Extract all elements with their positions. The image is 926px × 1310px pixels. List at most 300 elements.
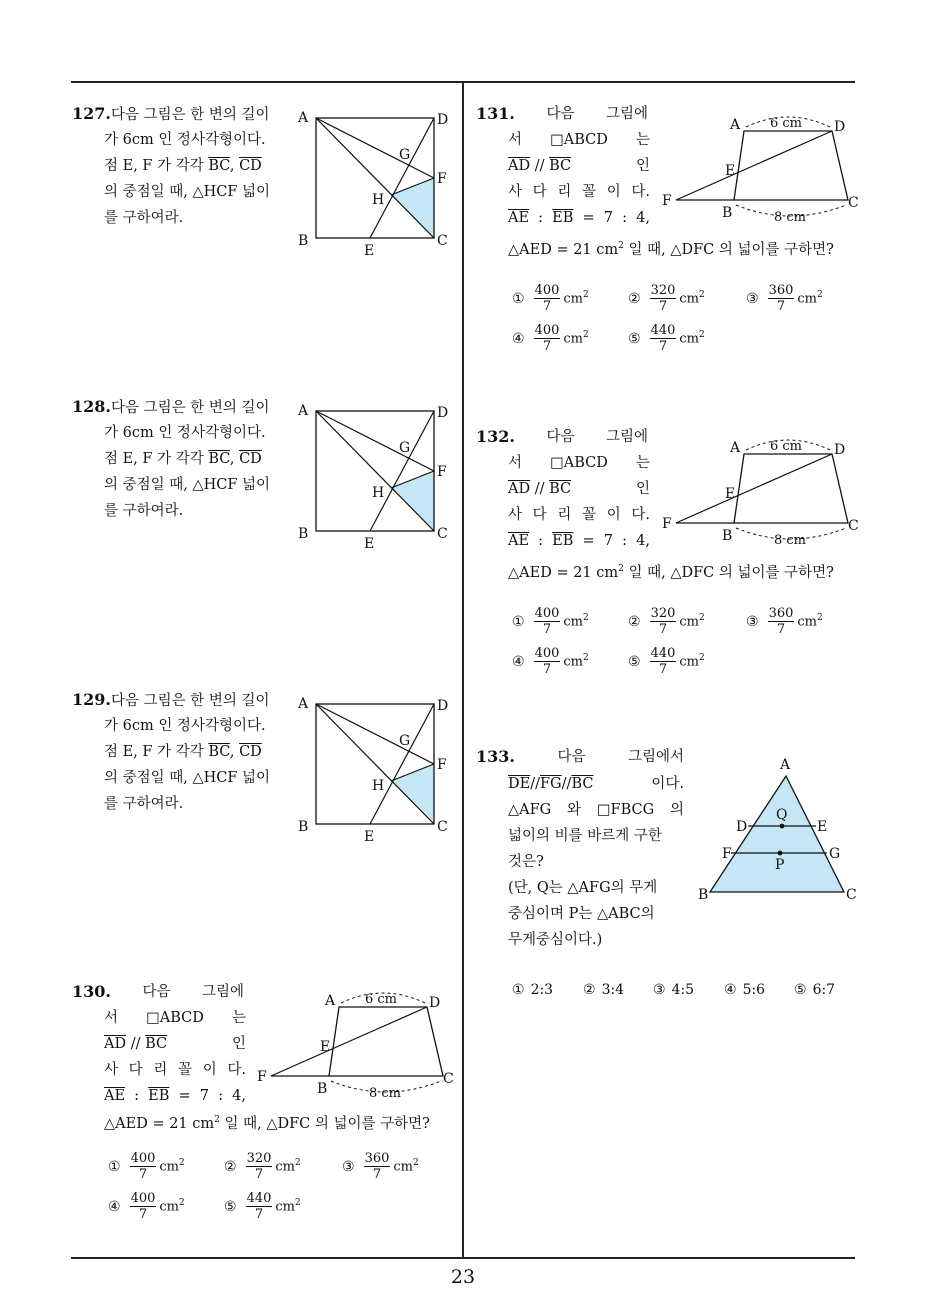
- numerator: 320: [246, 1151, 272, 1166]
- problem-number: 132.: [476, 427, 515, 446]
- label-top-length: 6 cm: [770, 116, 803, 131]
- unit-exponent: 2: [699, 329, 705, 340]
- label-d: D: [437, 112, 449, 128]
- denominator: 7: [776, 622, 786, 637]
- fraction: [534, 323, 561, 354]
- line-1: [476, 101, 648, 127]
- fraction: [534, 606, 561, 637]
- unit-exponent: 2: [699, 612, 705, 623]
- label-f: F: [662, 516, 672, 532]
- text: 다음: [142, 984, 171, 1000]
- fraction: [534, 283, 561, 314]
- text: 서: [508, 132, 523, 148]
- text: △AED = 21 cm: [508, 241, 619, 258]
- label-f: F: [437, 464, 447, 480]
- fraction: [768, 606, 795, 637]
- p133-line-8: 무게중심이다.): [508, 932, 603, 948]
- p133-line-1: [476, 744, 684, 770]
- exponent: 2: [214, 1115, 220, 1125]
- text: 7: [603, 210, 614, 226]
- unit: cm: [159, 1199, 179, 1215]
- label-d: D: [437, 698, 449, 714]
- segment-bc: $\overline{BC}$: [549, 481, 572, 497]
- line-3: [104, 153, 262, 179]
- unit: cm: [393, 1159, 413, 1175]
- text: 7: [603, 533, 614, 549]
- text: //: [534, 481, 545, 497]
- fraction: [364, 1151, 391, 1182]
- label-bottom-length: 8 cm: [774, 533, 807, 548]
- exponent: 2: [618, 564, 624, 574]
- problem-132: [476, 424, 866, 684]
- label-f: F: [662, 193, 672, 209]
- text: 꼴: [178, 1062, 193, 1078]
- option-mark: ②: [628, 290, 641, 307]
- segment-bc: $\overline{BC}$: [571, 776, 594, 792]
- option-mark: ①: [108, 1158, 121, 1175]
- trapezoid-figure: [662, 109, 862, 229]
- numerator: 360: [768, 283, 794, 298]
- problem-129: [72, 687, 462, 847]
- question-line: [508, 233, 834, 263]
- label-bottom-length: 8 cm: [369, 1086, 402, 1101]
- option-1[interactable]: [108, 1151, 185, 1182]
- segment-fd: [676, 131, 832, 200]
- label-top-length: 6 cm: [365, 992, 398, 1007]
- text: 3:4: [601, 982, 625, 998]
- option-3[interactable]: [746, 606, 823, 637]
- denominator: 7: [254, 1207, 264, 1222]
- text: :: [218, 1088, 224, 1104]
- label-c: C: [848, 195, 859, 211]
- text: 2:3: [530, 982, 554, 998]
- diagonal-ac: [316, 411, 434, 531]
- numerator: 400: [130, 1151, 156, 1166]
- option-mark: ②: [224, 1158, 237, 1175]
- text: //: [561, 776, 572, 792]
- unit-exponent: 2: [817, 289, 823, 300]
- label-c: C: [443, 1071, 454, 1087]
- option-4[interactable]: [108, 1191, 185, 1222]
- text: //: [130, 1036, 141, 1052]
- unit-exponent: 2: [295, 1157, 301, 1168]
- label-q: Q: [776, 807, 788, 823]
- label-a: A: [730, 117, 741, 133]
- option-5[interactable]: [628, 323, 705, 354]
- unit-exponent: 2: [295, 1197, 301, 1208]
- denominator: 7: [542, 299, 552, 314]
- option-mark: ④: [108, 1198, 121, 1215]
- text: 그림에: [201, 984, 244, 1000]
- label-e: E: [364, 829, 375, 845]
- p133-line-3: [508, 797, 684, 823]
- label-f: F: [437, 171, 447, 187]
- unit-exponent: 2: [699, 289, 705, 300]
- segment-eb: $\overline{EB}$: [552, 210, 574, 226]
- line-2: [104, 1005, 246, 1031]
- segment-bc: $\overline{BC}$: [208, 158, 230, 174]
- segment-ae: $\overline{AE}$: [104, 1088, 126, 1104]
- line-5: 를 구하여라.: [104, 796, 184, 812]
- option-mark: ①: [512, 613, 525, 630]
- label-top-length: 6 cm: [770, 439, 803, 454]
- line-5: [508, 528, 650, 554]
- p133-line-7: 중심이며 P는 △ABC의: [508, 906, 655, 922]
- text: 다음: [546, 106, 575, 122]
- denominator: 7: [658, 339, 668, 354]
- segment-cd: $\overline{CD}$: [239, 744, 262, 760]
- text: 인: [635, 158, 650, 174]
- p133-line-2: [508, 771, 684, 797]
- unit-exponent: 2: [583, 612, 589, 623]
- option-5[interactable]: [224, 1191, 301, 1222]
- option-mark: ③: [746, 613, 759, 630]
- line-1: [72, 979, 244, 1005]
- text: 의: [669, 802, 684, 818]
- label-c: C: [846, 887, 857, 903]
- text: □FBCG: [596, 802, 655, 818]
- bottom-rule: [71, 1257, 855, 1259]
- exponent: 2: [618, 241, 624, 251]
- unit-exponent: 2: [413, 1157, 419, 1168]
- segment-ad: $\overline{AD}$: [104, 1036, 127, 1052]
- text: 다: [532, 507, 547, 523]
- text: 리: [557, 507, 572, 523]
- fraction: [130, 1191, 157, 1222]
- numerator: 440: [246, 1191, 272, 1206]
- label-a: A: [730, 440, 741, 456]
- text: 그림에서: [627, 749, 684, 765]
- segment-bc: $\overline{BC}$: [208, 451, 230, 467]
- line-4: 의 중점일 때, △HCF 넓이: [104, 770, 271, 786]
- label-d: D: [736, 819, 748, 835]
- line-1: [72, 394, 269, 421]
- text: △AED = 21 cm: [104, 1115, 215, 1132]
- option-mark: ④: [512, 653, 525, 670]
- text: 사: [508, 507, 523, 523]
- text: 점 E, F 가 각각: [104, 158, 204, 174]
- denominator: 7: [542, 339, 552, 354]
- denominator: 7: [542, 622, 552, 637]
- fraction: [768, 283, 795, 314]
- segment-ad: $\overline{AD}$: [508, 481, 531, 497]
- text: 다음 그림은 한 변의 길이: [110, 107, 270, 123]
- problem-number: 130.: [72, 982, 111, 1001]
- label-bottom-length: 8 cm: [774, 210, 807, 225]
- text: :: [538, 533, 544, 549]
- denominator: 7: [776, 299, 786, 314]
- square-figure: [298, 394, 468, 554]
- unit: cm: [563, 614, 583, 630]
- text: □ABCD: [550, 455, 608, 471]
- text: 일 때, △DFC 의 넓이를 구하면?: [623, 241, 834, 258]
- option-mark: ⑤: [628, 653, 641, 670]
- line-4: [104, 1057, 246, 1083]
- problem-number: 127.: [72, 104, 111, 123]
- text: 는: [635, 132, 650, 148]
- line-4: [508, 179, 650, 205]
- option-2[interactable]: [224, 1151, 301, 1182]
- segment-fd: [271, 1007, 427, 1076]
- numerator: 360: [768, 606, 794, 621]
- question-line: [508, 556, 834, 586]
- option-4[interactable]: [512, 323, 589, 354]
- label-f: F: [722, 846, 732, 862]
- label-c: C: [437, 526, 448, 542]
- unit-exponent: 2: [699, 652, 705, 663]
- text: :: [622, 210, 628, 226]
- segment-eb: $\overline{EB}$: [552, 533, 574, 549]
- segment-ad: $\overline{AD}$: [508, 158, 531, 174]
- text: □ABCD: [146, 1010, 204, 1026]
- text: 다.: [227, 1062, 246, 1078]
- triangle-figure: [698, 752, 858, 912]
- unit: cm: [563, 654, 583, 670]
- text: 사: [104, 1062, 119, 1078]
- option-2[interactable]: [628, 283, 705, 314]
- problem-128: [72, 394, 462, 554]
- p133-line-5: 것은?: [508, 854, 544, 870]
- square-figure: [298, 101, 468, 261]
- fraction: [650, 283, 677, 314]
- segment-bc: $\overline{BC}$: [549, 158, 572, 174]
- unit-exponent: 2: [583, 329, 589, 340]
- problem-130: [72, 979, 462, 1239]
- option-4[interactable]: [512, 646, 589, 677]
- problem-131: [476, 101, 866, 361]
- text: :: [134, 1088, 140, 1104]
- option-1[interactable]: [512, 606, 589, 637]
- text: =: [582, 533, 595, 549]
- numerator: 440: [650, 646, 676, 661]
- problem-133: [476, 744, 856, 1004]
- line-3: [104, 739, 262, 765]
- problem-number: 129.: [72, 690, 111, 709]
- text: 리: [557, 184, 572, 200]
- option-5[interactable]: [628, 646, 705, 677]
- text: 다.: [631, 507, 650, 523]
- unit: cm: [797, 614, 817, 630]
- unit-exponent: 2: [179, 1157, 185, 1168]
- text: 와: [567, 802, 582, 818]
- text: 5:6: [742, 982, 766, 998]
- label-g: G: [399, 147, 411, 163]
- label-f: F: [257, 1069, 267, 1085]
- text: 4,: [636, 210, 650, 226]
- line-5: [104, 1083, 246, 1109]
- label-e: E: [320, 1039, 331, 1055]
- fraction: [246, 1151, 273, 1182]
- option-1[interactable]: [512, 283, 589, 314]
- label-d: D: [834, 442, 846, 458]
- text: 사: [508, 184, 523, 200]
- segment-ae: $\overline{AE}$: [508, 533, 530, 549]
- label-c: C: [848, 518, 859, 534]
- label-g: G: [829, 846, 841, 862]
- problem-number: 128.: [72, 397, 111, 416]
- label-b: B: [298, 233, 309, 249]
- text: 7: [199, 1088, 210, 1104]
- text: 4,: [636, 533, 650, 549]
- text: 다: [532, 184, 547, 200]
- numerator: 320: [650, 283, 676, 298]
- text: 는: [231, 1010, 246, 1026]
- unit-exponent: 2: [583, 289, 589, 300]
- segment-af: [316, 411, 434, 471]
- line-2: [508, 127, 650, 153]
- label-d: D: [437, 405, 449, 421]
- denominator: 7: [658, 662, 668, 677]
- text: ,: [229, 744, 235, 760]
- option-3[interactable]: [342, 1151, 419, 1182]
- segment-fd: [676, 454, 832, 523]
- label-a: A: [780, 757, 791, 773]
- text: 점 E, F 가 각각: [104, 744, 204, 760]
- label-h: H: [372, 778, 385, 794]
- line-5: 를 구하여라.: [104, 503, 184, 519]
- text: ②: [583, 982, 596, 998]
- label-f: F: [437, 757, 447, 773]
- text: 다음: [546, 429, 575, 445]
- unit: cm: [159, 1159, 179, 1175]
- fraction: [246, 1191, 273, 1222]
- fraction: [130, 1151, 157, 1182]
- text: :: [622, 533, 628, 549]
- label-c: C: [437, 819, 448, 835]
- text: ,: [229, 158, 235, 174]
- option-mark: ①: [512, 290, 525, 307]
- problem-number: 131.: [476, 104, 515, 123]
- text: =: [178, 1088, 191, 1104]
- line-3: [104, 446, 262, 472]
- diagonal-ac: [316, 704, 434, 824]
- text: 그림에: [605, 429, 648, 445]
- text: //: [530, 776, 540, 792]
- segment-cd: $\overline{CD}$: [239, 451, 262, 467]
- unit: cm: [679, 331, 699, 347]
- text: 일 때, △DFC 의 넓이를 구하면?: [623, 564, 834, 581]
- p133-line-6: (단, Q는 △AFG의 무게: [508, 880, 658, 896]
- line-1: [72, 687, 269, 714]
- label-g: G: [399, 440, 411, 456]
- label-b: B: [698, 887, 709, 903]
- trapezoid-abcd: [734, 454, 848, 523]
- trapezoid-figure: [662, 432, 862, 552]
- numerator: 400: [534, 323, 560, 338]
- label-e: E: [725, 163, 736, 179]
- numerator: 400: [534, 606, 560, 621]
- label-a: A: [298, 403, 309, 419]
- label-b: B: [298, 819, 309, 835]
- unit: cm: [679, 291, 699, 307]
- segment-bc: $\overline{BC}$: [208, 744, 230, 760]
- square-figure: [298, 687, 468, 847]
- denominator: 7: [138, 1207, 148, 1222]
- label-d: D: [429, 995, 441, 1011]
- unit-exponent: 2: [583, 652, 589, 663]
- text: 6:7: [812, 982, 836, 998]
- option-2[interactable]: [628, 606, 705, 637]
- denominator: 7: [138, 1167, 148, 1182]
- segment-af: [316, 118, 434, 178]
- fraction: [650, 646, 677, 677]
- unit: cm: [275, 1199, 295, 1215]
- trapezoid-abcd: [734, 131, 848, 200]
- label-b: B: [722, 205, 733, 221]
- unit-exponent: 2: [817, 612, 823, 623]
- p133-option-1[interactable]: [512, 982, 553, 998]
- label-b: B: [317, 1081, 328, 1097]
- denominator: 7: [372, 1167, 382, 1182]
- option-3[interactable]: [746, 283, 823, 314]
- text: 이: [202, 1062, 217, 1078]
- text: 인: [635, 481, 650, 497]
- point-p: [778, 851, 783, 856]
- text: 이: [606, 507, 621, 523]
- text: □ABCD: [550, 132, 608, 148]
- numerator: 360: [364, 1151, 390, 1166]
- segment-bc: $\overline{BC}$: [145, 1036, 168, 1052]
- label-a: A: [325, 993, 336, 1009]
- numerator: 320: [650, 606, 676, 621]
- unit: cm: [679, 654, 699, 670]
- line-2: 가 6cm 인 정사각형이다.: [104, 132, 266, 148]
- text: 다: [128, 1062, 143, 1078]
- unit: cm: [275, 1159, 295, 1175]
- point-q: [780, 824, 785, 829]
- text: ⑤: [794, 982, 807, 998]
- label-b: B: [298, 526, 309, 542]
- text: 점 E, F 가 각각: [104, 451, 204, 467]
- option-mark: ②: [628, 613, 641, 630]
- text: ④: [724, 982, 737, 998]
- unit: cm: [797, 291, 817, 307]
- label-e: E: [364, 243, 375, 259]
- line-2: 가 6cm 인 정사각형이다.: [104, 425, 266, 441]
- denominator: 7: [254, 1167, 264, 1182]
- text: 서: [508, 455, 523, 471]
- segment-fg: $\overline{FG}$: [540, 776, 562, 792]
- line-3: [508, 476, 650, 502]
- page-number: 23: [450, 1266, 476, 1288]
- line-2: 가 6cm 인 정사각형이다.: [104, 718, 266, 734]
- trapezoid-figure: [257, 985, 457, 1105]
- segment-ae: $\overline{AE}$: [508, 210, 530, 226]
- text: 이: [606, 184, 621, 200]
- denominator: 7: [658, 622, 668, 637]
- trapezoid-abcd: [329, 1007, 443, 1076]
- p133-option-3[interactable]: [653, 982, 694, 998]
- diagonal-ac: [316, 118, 434, 238]
- line-5: 를 구하여라.: [104, 210, 184, 226]
- text: 다음: [557, 749, 586, 765]
- unit: cm: [563, 331, 583, 347]
- text: ③: [653, 982, 666, 998]
- p133-option-4[interactable]: [724, 982, 765, 998]
- text: 다음 그림은 한 변의 길이: [110, 400, 270, 416]
- p133-option-5[interactable]: [794, 982, 835, 998]
- option-mark: ④: [512, 330, 525, 347]
- option-mark: ③: [342, 1158, 355, 1175]
- fraction: [650, 323, 677, 354]
- line-3: [508, 153, 650, 179]
- text: 4:5: [671, 982, 695, 998]
- unit: cm: [679, 614, 699, 630]
- label-e: E: [364, 536, 375, 552]
- label-a: A: [298, 110, 309, 126]
- p133-option-2[interactable]: [583, 982, 624, 998]
- text: =: [582, 210, 595, 226]
